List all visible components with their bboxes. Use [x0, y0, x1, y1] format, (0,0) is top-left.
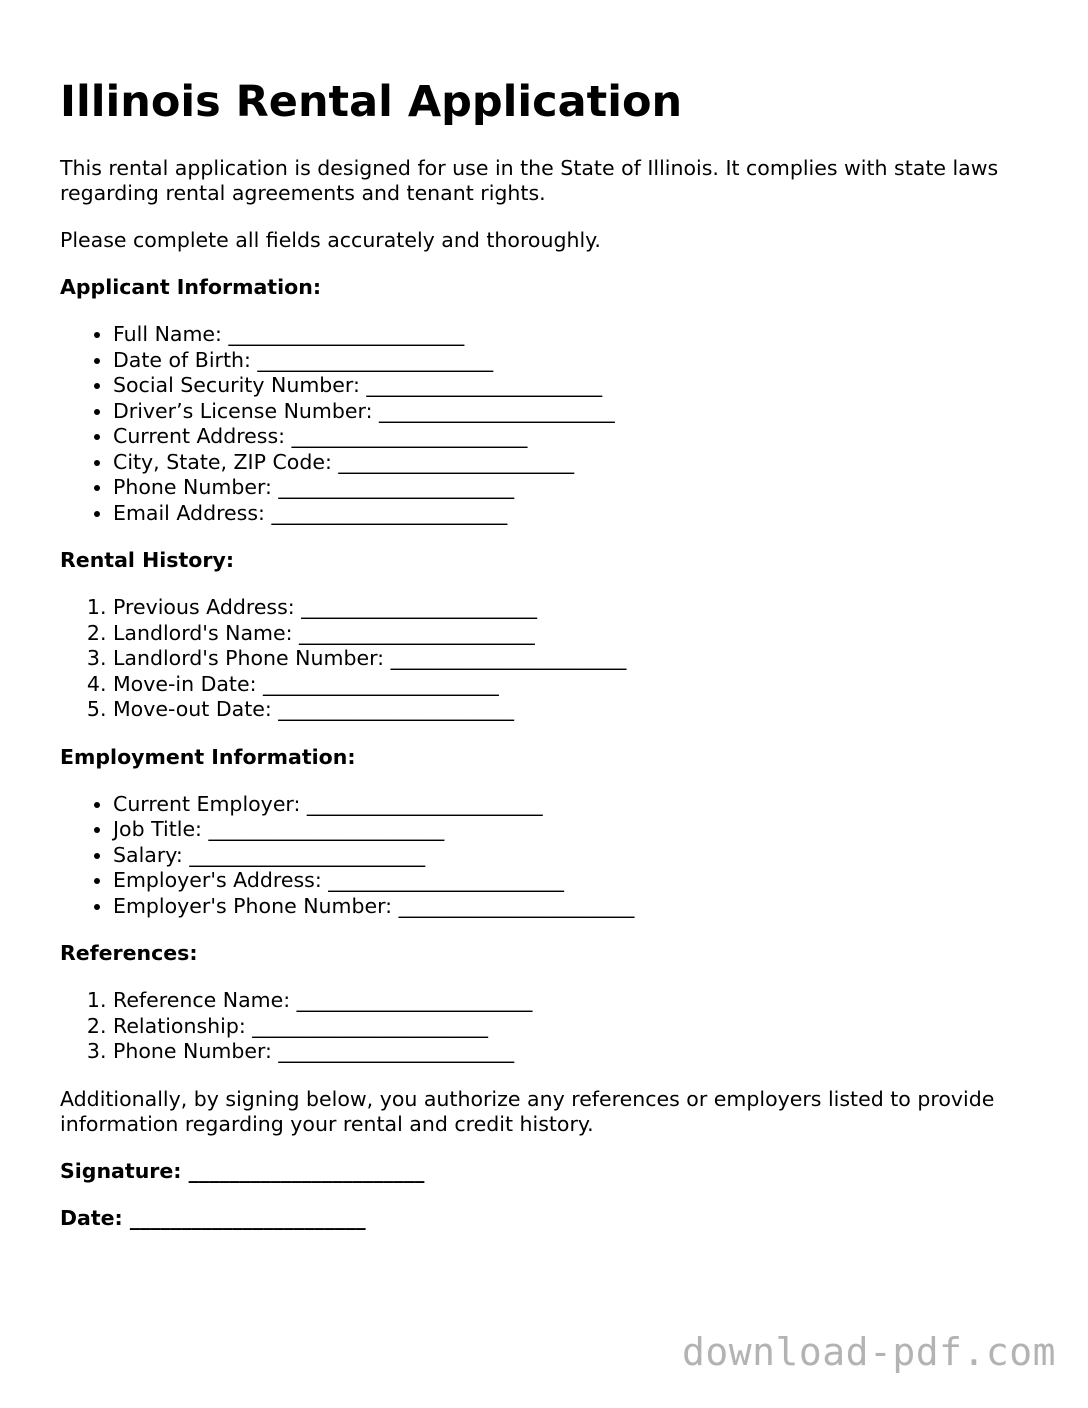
rental-history-heading: Rental History: — [60, 548, 235, 572]
list-item: • Employer's Phone Number: _______________________ — [113, 894, 1040, 920]
list-item: • Driver’s License Number: _______________________ — [113, 399, 1040, 425]
list-item: 5. Move-out Date: _______________________ — [113, 697, 1040, 723]
date-line: Date: _______________________ — [60, 1205, 366, 1230]
references-heading: References: — [60, 941, 198, 965]
list-item: 2. Relationship: _______________________ — [113, 1014, 1040, 1040]
rental-history-list — [60, 595, 1040, 723]
intro-paragraph: This rental application is designed for use in the State of Illinois. It complies with state laws regarding rental agreements and tenant rights. — [60, 156, 999, 205]
list-item: • Full Name: _______________________ — [113, 322, 1040, 348]
list-item: • Salary: _______________________ — [113, 843, 1040, 869]
employment-list — [60, 792, 1040, 920]
list-item: 3. Landlord's Phone Number: _______________________ — [113, 646, 1040, 672]
list-item: • Date of Birth: _______________________ — [113, 348, 1040, 374]
applicant-section-heading: Applicant Information: — [60, 275, 322, 299]
references-list — [60, 988, 1040, 1065]
authorization-paragraph: Additionally, by signing below, you authorize any references or employers listed to provide information regarding your rental and credit history. — [60, 1086, 995, 1136]
list-item: 2. Landlord's Name: _______________________ — [113, 621, 1040, 647]
list-item: 3. Phone Number: _______________________ — [113, 1039, 1040, 1065]
list-item: • Social Security Number: _______________________ — [113, 373, 1040, 399]
list-item: • Current Employer: _______________________ — [113, 792, 1040, 818]
list-item: • Current Address: _______________________ — [113, 424, 1040, 450]
instruction-paragraph: Please complete all fields accurately and thoroughly. — [60, 228, 601, 252]
list-item: 1. Previous Address: _______________________ — [113, 595, 1040, 621]
page-title: Illinois Rental Application — [60, 77, 683, 127]
list-item: • City, State, ZIP Code: _______________________ — [113, 450, 1040, 476]
employment-heading: Employment Information: — [60, 744, 356, 769]
watermark: download-pdf.com — [681, 1330, 1056, 1374]
signature-line: Signature: _______________________ — [60, 1158, 425, 1183]
applicant-list — [60, 322, 1040, 526]
list-item: • Email Address: _______________________ — [113, 501, 1040, 527]
list-item: • Employer's Address: _______________________ — [113, 868, 1040, 894]
list-item: 4. Move-in Date: _______________________ — [113, 672, 1040, 698]
document-page — [60, 72, 1040, 1253]
list-item: • Phone Number: _______________________ — [113, 475, 1040, 501]
list-item: • Job Title: _______________________ — [113, 817, 1040, 843]
list-item: 1. Reference Name: _______________________ — [113, 988, 1040, 1014]
